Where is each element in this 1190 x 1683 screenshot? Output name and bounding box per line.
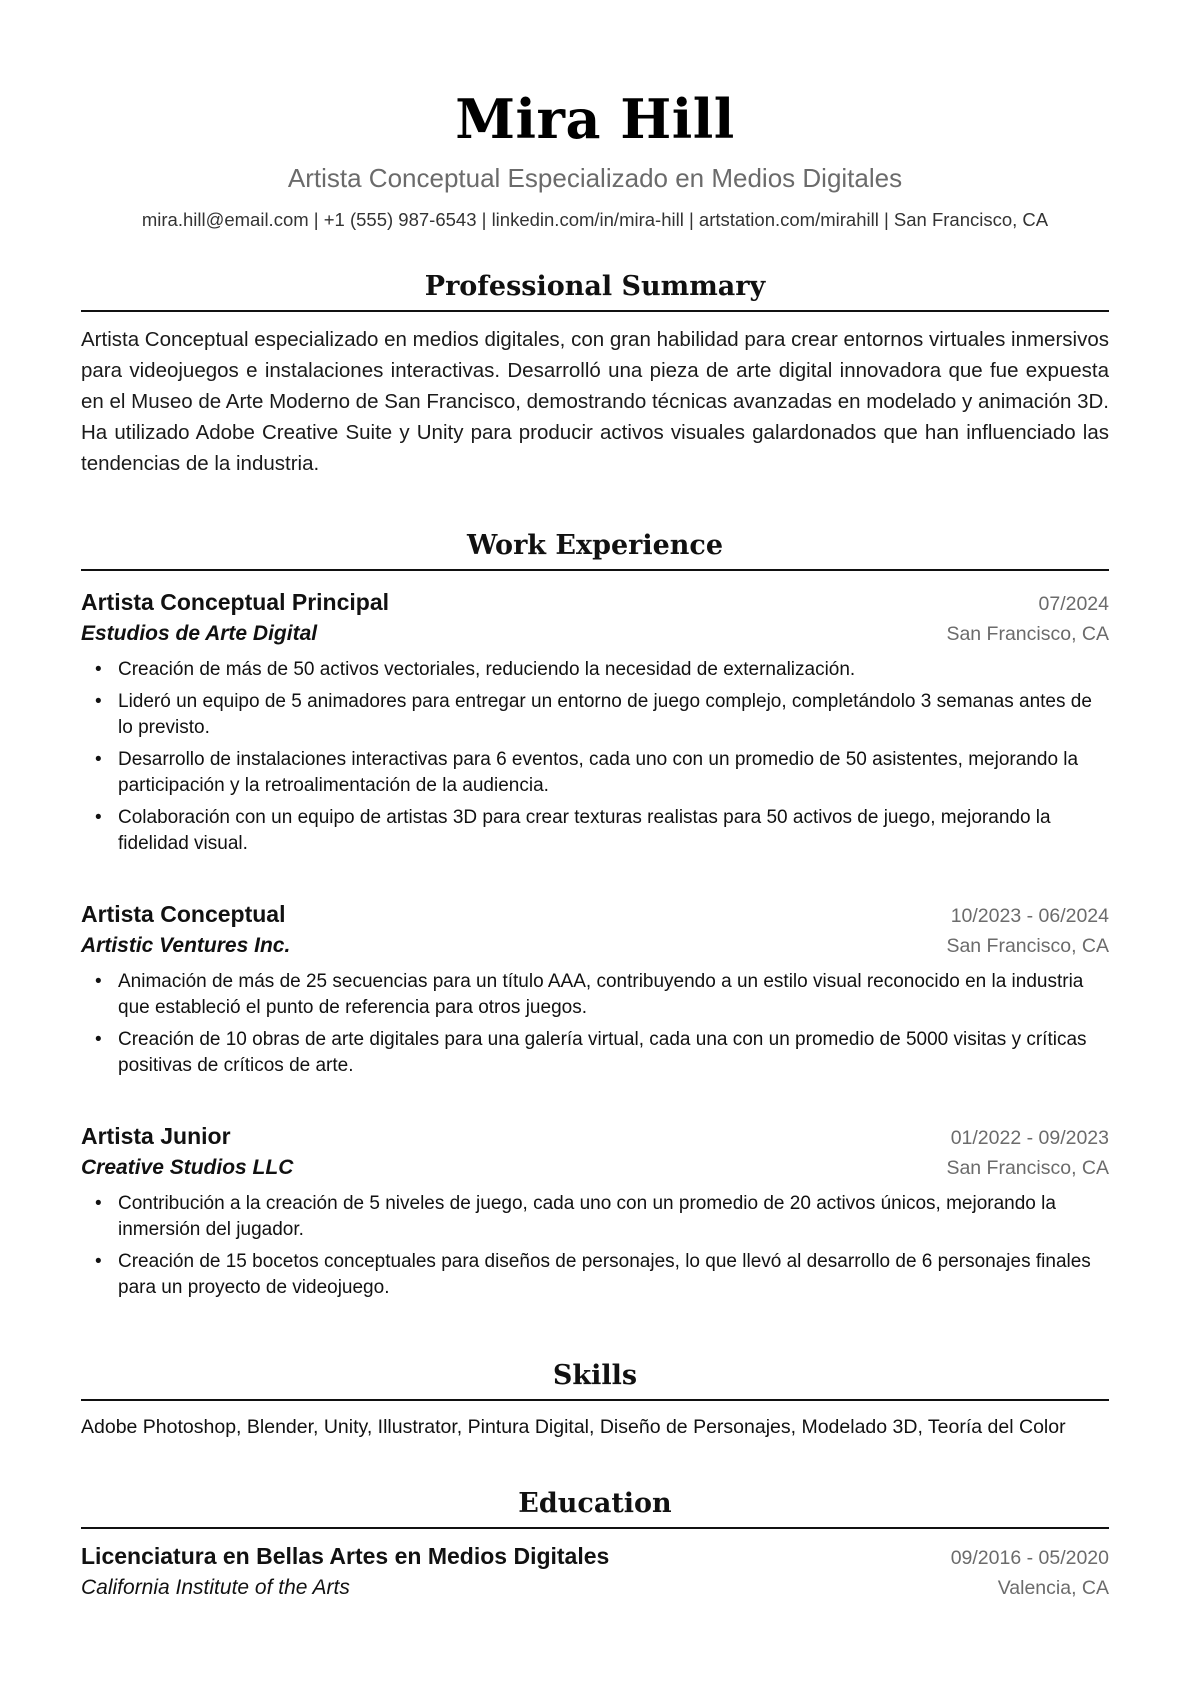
job-dates: 01/2022 - 09/2023 bbox=[950, 1127, 1109, 1149]
job-company: Artistic Ventures Inc. bbox=[81, 934, 291, 957]
job-location: San Francisco, CA bbox=[946, 935, 1109, 957]
education-heading: Education bbox=[81, 1487, 1109, 1529]
job-bullets bbox=[81, 1191, 1109, 1301]
job-bullet: • Creación de más de 50 activos vectoriales, reduciendo la necesidad de externalización. bbox=[95, 657, 1109, 683]
job-entry bbox=[81, 1121, 1109, 1301]
job-entry bbox=[81, 899, 1109, 1079]
work-experience-heading: Work Experience bbox=[81, 529, 1109, 571]
resume-header bbox=[81, 0, 1109, 232]
skills-heading: Skills bbox=[81, 1359, 1109, 1401]
job-location: San Francisco, CA bbox=[946, 623, 1109, 645]
job-bullet: • Animación de más de 25 secuencias para un título AAA, contribuyendo a un estilo visual reconocido en la industria que estableció el punto de referencia para otros juegos. bbox=[95, 969, 1109, 1021]
job-bullets bbox=[81, 969, 1109, 1079]
job-location: San Francisco, CA bbox=[946, 1157, 1109, 1179]
job-title: Artista Junior bbox=[81, 1123, 231, 1149]
summary-section bbox=[81, 270, 1109, 479]
job-title: Artista Conceptual bbox=[81, 901, 286, 927]
skills-list: Adobe Photoshop, Blender, Unity, Illustrator, Pintura Digital, Diseño de Personajes, Modelado 3D, Teoría del Color bbox=[81, 1416, 1066, 1438]
education-degree: Licenciatura en Bellas Artes en Medios Digitales bbox=[81, 1543, 610, 1569]
job-company: Creative Studios LLC bbox=[81, 1156, 294, 1179]
job-bullet: • Creación de 15 bocetos conceptuales para diseños de personajes, lo que llevó al desarrollo de 6 personajes finales para un proyecto de videojuego. bbox=[95, 1249, 1109, 1301]
contact-line: mira.hill@email.com | +1 (555) 987-6543 | linkedin.com/in/mira-hill | artstation.com/mirahill | San Francisco, CA bbox=[141, 209, 1049, 230]
education-entry bbox=[81, 1541, 1109, 1603]
job-bullet: • Creación de 10 obras de arte digitales para una galería virtual, cada una con un promedio de 5000 visitas y críticas positivas de críticos de arte. bbox=[95, 1027, 1109, 1079]
skills-section bbox=[81, 1359, 1109, 1441]
education-school: California Institute of the Arts bbox=[81, 1576, 350, 1599]
summary-heading: Professional Summary bbox=[81, 270, 1109, 312]
work-experience-section bbox=[81, 529, 1109, 1301]
job-title: Artista Conceptual Principal bbox=[81, 589, 390, 615]
job-entry bbox=[81, 587, 1109, 857]
job-dates: 07/2024 bbox=[1038, 593, 1109, 615]
job-bullet: • Lideró un equipo de 5 animadores para entregar un entorno de juego complejo, completándolo 3 semanas antes de lo previsto. bbox=[95, 689, 1109, 741]
job-dates: 10/2023 - 06/2024 bbox=[950, 905, 1109, 927]
job-bullet: • Desarrollo de instalaciones interactivas para 6 eventos, cada uno con un promedio de 50 asistentes, mejorando la participación y la retroalimentación de la audiencia. bbox=[95, 747, 1109, 799]
education-location: Valencia, CA bbox=[997, 1577, 1109, 1599]
job-bullet: • Contribución a la creación de 5 niveles de juego, cada uno con un promedio de 20 activos únicos, mejorando la inmersión del jugador. bbox=[95, 1191, 1109, 1243]
summary-text: Artista Conceptual especializado en medios digitales, con gran habilidad para crear entornos virtuales inmersivos para videojuegos e instalaciones interactivas. Desarrolló una pieza de arte digital innovadora que fue expuesta en el Museo de Arte Moderno de San Francisco, demostrando técnicas avanzadas en modelado y animación 3D. Ha utilizado Adobe Creative Suite y Unity para producir activos visuales galardonados que han influenciado las tendencias de la industria. bbox=[81, 328, 1109, 475]
education-dates: 09/2016 - 05/2020 bbox=[950, 1547, 1109, 1569]
candidate-headline: Artista Conceptual Especializado en Medios Digitales bbox=[287, 163, 903, 193]
job-bullets bbox=[81, 657, 1109, 857]
job-bullet: • Colaboración con un equipo de artistas 3D para crear texturas realistas para 50 activos de juego, mejorando la fidelidad visual. bbox=[95, 805, 1109, 857]
education-section bbox=[81, 1487, 1109, 1603]
candidate-name: Mira Hill bbox=[455, 87, 735, 151]
job-company: Estudios de Arte Digital bbox=[81, 622, 318, 645]
